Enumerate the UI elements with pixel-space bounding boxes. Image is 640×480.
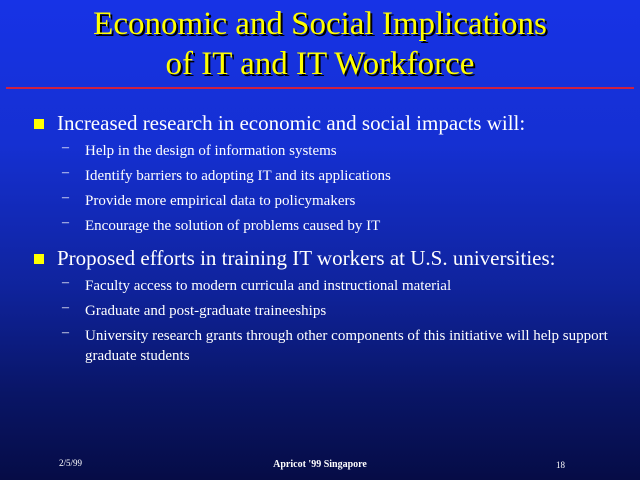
dash-icon: –: [62, 275, 69, 290]
dash-icon: –: [62, 190, 69, 205]
square-bullet-icon: [34, 119, 44, 129]
dash-icon: –: [62, 140, 69, 155]
sub-bullet-text: Provide more empirical data to policymakers: [85, 193, 356, 209]
title-divider: [6, 87, 634, 89]
sub-bullet-text: Identify barriers to adopting IT and its applications: [85, 168, 391, 184]
dash-icon: –: [62, 215, 69, 230]
square-bullet-icon: [34, 254, 44, 264]
bullet-text: Proposed efforts in training IT workers at U.S. universities:: [57, 246, 556, 270]
footer-event: Apricot '99 Singapore: [273, 459, 367, 470]
sub-bullet-text: University research grants through other components of this initiative will help support graduate students: [85, 328, 608, 364]
bullet-text: Increased research in economic and social impacts will:: [57, 111, 526, 135]
sub-bullet-text: Help in the design of information systems: [85, 143, 337, 159]
dash-icon: –: [62, 165, 69, 180]
sub-bullet-text: Graduate and post-graduate traineeships: [85, 303, 327, 319]
dash-icon: –: [62, 300, 69, 315]
title-line-2: of IT and IT Workforce: [165, 46, 475, 82]
slide-title: [0, 4, 640, 84]
title-line-1: Economic and Social Implications: [93, 6, 547, 42]
footer-date: 2/5/99: [59, 458, 83, 468]
sub-bullet-text: Faculty access to modern curricula and instructional material: [85, 278, 452, 294]
page-number: 18: [556, 460, 565, 470]
sub-bullet-text: Encourage the solution of problems caused by IT: [85, 218, 381, 234]
dash-icon: –: [62, 325, 69, 340]
